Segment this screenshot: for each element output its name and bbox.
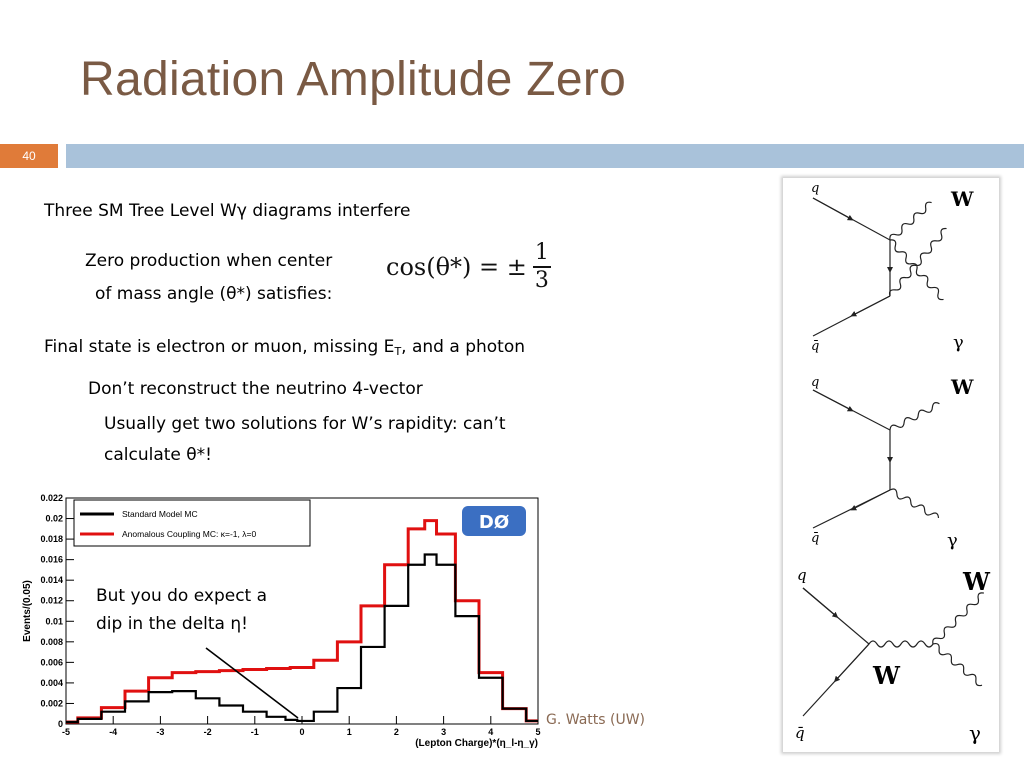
legend-entry: Standard Model MC: [122, 509, 198, 519]
y-axis-label: Events/(0.05): [22, 580, 33, 642]
diagram3-w-label: W: [963, 567, 990, 596]
diagram3-quark-label: q: [797, 566, 807, 584]
diagram2-antiquark-label: q̄: [811, 531, 820, 546]
x-tick-label: -2: [203, 727, 212, 737]
y-tick-label: 0.012: [40, 595, 63, 606]
x-tick-label: 5: [535, 727, 541, 737]
bullet-neutrino: Don’t reconstruct the neutrino 4-vector: [88, 379, 423, 399]
final-state-post: , and a photon: [401, 337, 525, 357]
callout-line1: But you do expect a: [96, 586, 268, 606]
x-tick-label: -3: [156, 727, 165, 737]
diagram3-internal-w-label: W: [873, 661, 900, 690]
x-tick-label: -5: [61, 727, 71, 737]
y-tick-label: 0.004: [40, 677, 63, 688]
diagram1-w-label: W: [951, 187, 974, 211]
x-tick-label: 1: [346, 727, 352, 737]
diagram3-antiquark-label: q̄: [795, 724, 805, 742]
y-tick-label: 0.008: [40, 636, 63, 647]
equation-denominator: 3: [534, 267, 549, 293]
bullet-rapidity-line2: calculate θ*!: [104, 445, 212, 465]
bullet-zero-production-line1: Zero production when center: [85, 251, 333, 271]
equation-lhs: cos(θ*) = ±: [386, 252, 527, 281]
y-tick-label: 0.002: [40, 698, 63, 709]
y-tick-label: 0.01: [45, 616, 63, 627]
legend-entry: Anomalous Coupling MC: κ=-1, λ=0: [122, 529, 257, 539]
y-tick-label: 0.018: [40, 534, 63, 545]
diagram1-photon-label: γ: [953, 332, 964, 353]
bullet-diagrams-interfere: Three SM Tree Level Wγ diagrams interfere: [44, 201, 411, 221]
author-credit: G. Watts (UW): [546, 712, 646, 728]
slide-title: Radiation Amplitude Zero: [80, 53, 627, 106]
final-state-pre: Final state is electron or muon, missing E: [44, 337, 395, 357]
x-tick-label: 2: [393, 727, 399, 737]
page-number: 40: [0, 144, 58, 168]
equation-numerator: 1: [534, 240, 549, 265]
x-tick-label: -4: [109, 727, 118, 737]
x-tick-label: 4: [488, 727, 494, 737]
bullet-zero-production-line2: of mass angle (θ*) satisfies:: [95, 284, 333, 304]
diagram3-photon-label: γ: [969, 721, 981, 745]
diagram1-quark-label: q: [811, 181, 820, 196]
bullet-rapidity-line1: Usually get two solutions for W’s rapidity: can’t: [104, 414, 506, 434]
diagram2-w-label: W: [951, 375, 974, 399]
y-tick-label: 0.016: [40, 554, 63, 565]
diagram1-antiquark-label: q̄: [811, 339, 820, 354]
y-tick-label: 0.014: [40, 575, 63, 586]
y-tick-label: 0: [57, 719, 63, 729]
y-tick-label: 0.006: [40, 657, 63, 668]
experiment-logo-text: DØ: [478, 512, 510, 533]
x-tick-label: 0: [299, 727, 305, 737]
diagram2-photon-label: γ: [947, 530, 958, 551]
callout-arrow: [206, 648, 298, 718]
x-tick-label: 3: [441, 727, 447, 737]
x-tick-label: -1: [250, 727, 259, 737]
final-state-sub: T: [394, 345, 402, 358]
callout-line2: dip in the delta η!: [96, 614, 248, 634]
x-axis-label: (Lepton Charge)*(η_l-η_γ): [415, 738, 538, 749]
y-tick-label: 0.02: [45, 513, 63, 524]
diagram2-quark-label: q: [811, 375, 820, 390]
y-tick-label: 0.022: [40, 493, 63, 503]
